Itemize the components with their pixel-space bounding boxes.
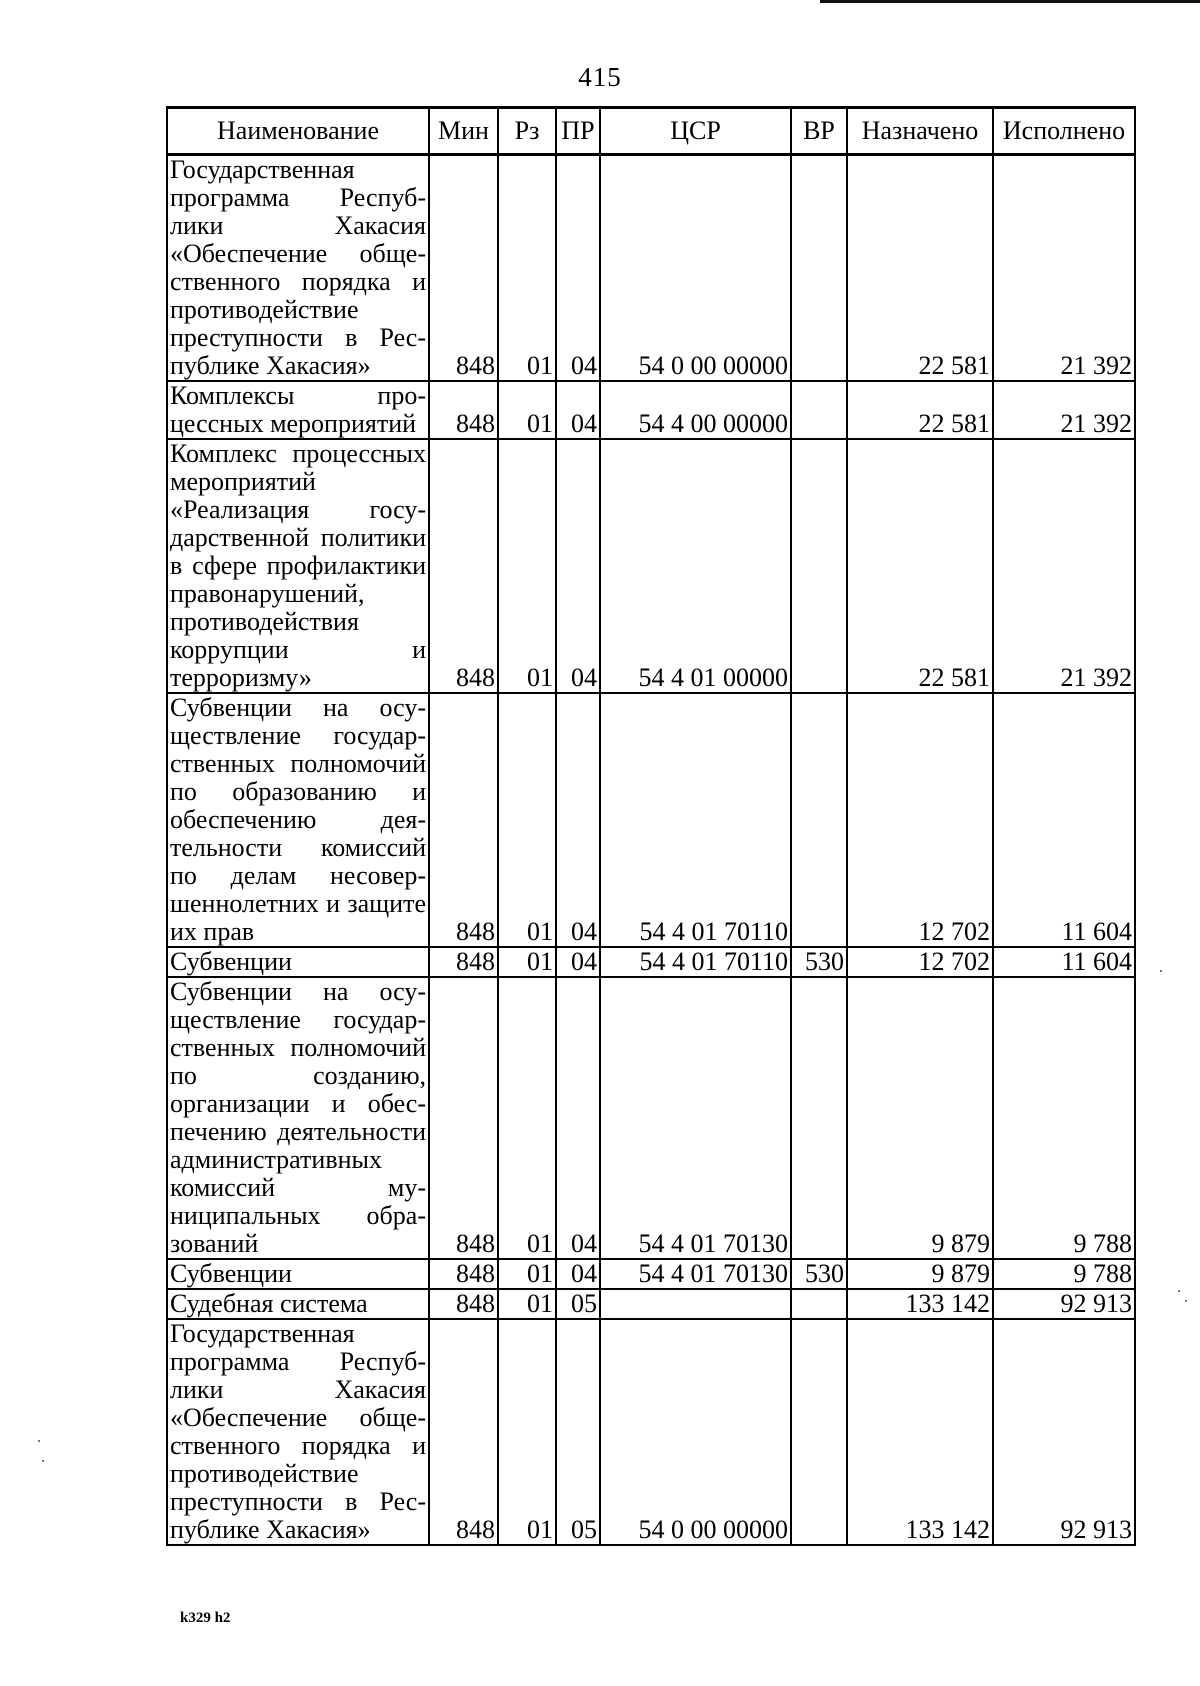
row-rz: 01 — [498, 155, 556, 382]
row-vr: 530 — [791, 947, 847, 977]
scan-speck — [1178, 1290, 1180, 1292]
row-name: Комплексы процессных мероприятий — [167, 381, 429, 439]
row-pr: 04 — [556, 1259, 600, 1289]
row-min: 848 — [429, 947, 498, 977]
row-rz: 01 — [498, 381, 556, 439]
row-csr: 54 4 01 70130 — [600, 977, 791, 1259]
row-ispolneno: 9 788 — [993, 977, 1135, 1259]
row-rz: 01 — [498, 977, 556, 1259]
row-min: 848 — [429, 1289, 498, 1319]
table-row — [167, 1319, 1135, 1545]
row-name: Государственная программа Республики Хакасия «Обеспечение общественного порядка и противодействие преступности в Республике Хакасия» — [167, 1319, 429, 1545]
row-ispolneno: 92 913 — [993, 1319, 1135, 1545]
row-vr — [791, 155, 847, 382]
row-pr: 04 — [556, 947, 600, 977]
row-naznacheno: 9 879 — [847, 1259, 993, 1289]
scan-speck — [1160, 970, 1162, 972]
row-pr: 04 — [556, 155, 600, 382]
row-naznacheno: 9 879 — [847, 977, 993, 1259]
table-row — [167, 947, 1135, 977]
row-rz: 01 — [498, 693, 556, 947]
row-naznacheno: 133 142 — [847, 1319, 993, 1545]
row-csr: 54 0 00 00000 — [600, 1319, 791, 1545]
row-pr: 04 — [556, 977, 600, 1259]
header-name: Наименование — [167, 108, 429, 155]
row-vr — [791, 977, 847, 1259]
row-rz: 01 — [498, 1259, 556, 1289]
header-rz: Рз — [498, 108, 556, 155]
row-name: Субвенции на осуществление государственных полномочий по образованию и обеспечению деятельности комиссий по делам несовершеннолетних и защите их прав — [167, 693, 429, 947]
row-pr: 04 — [556, 693, 600, 947]
header-pr: ПР — [556, 108, 600, 155]
table-row — [167, 381, 1135, 439]
row-min: 848 — [429, 439, 498, 693]
row-csr — [600, 1289, 791, 1319]
table-row — [167, 439, 1135, 693]
row-pr: 05 — [556, 1289, 600, 1319]
table-row — [167, 1259, 1135, 1289]
row-pr: 05 — [556, 1319, 600, 1545]
row-ispolneno: 92 913 — [993, 1289, 1135, 1319]
header-csr: ЦСР — [600, 108, 791, 155]
row-name: Судебная система — [167, 1289, 429, 1319]
row-pr: 04 — [556, 439, 600, 693]
row-naznacheno: 22 581 — [847, 381, 993, 439]
scan-speck — [42, 1460, 44, 1462]
row-vr — [791, 1319, 847, 1545]
header-naznacheno: Назначено — [847, 108, 993, 155]
row-min: 848 — [429, 977, 498, 1259]
row-ispolneno: 21 392 — [993, 439, 1135, 693]
row-rz: 01 — [498, 947, 556, 977]
table-header-row — [167, 108, 1135, 155]
page-number: 415 — [578, 62, 622, 92]
row-rz: 01 — [498, 1289, 556, 1319]
table-row — [167, 155, 1135, 382]
row-csr: 54 4 01 00000 — [600, 439, 791, 693]
row-name: Комплекс процессных мероприятий «Реализация государственной политики в сфере профилактики правонарушений, противодействия коррупции и терроризму» — [167, 439, 429, 693]
header-vr: ВР — [791, 108, 847, 155]
row-name: Субвенции — [167, 1259, 429, 1289]
row-ispolneno: 21 392 — [993, 381, 1135, 439]
row-min: 848 — [429, 155, 498, 382]
budget-table — [166, 106, 1136, 1546]
row-pr: 04 — [556, 381, 600, 439]
row-naznacheno: 12 702 — [847, 693, 993, 947]
row-naznacheno: 12 702 — [847, 947, 993, 977]
table-row — [167, 693, 1135, 947]
scan-edge — [820, 0, 1200, 3]
scan-speck — [1185, 1300, 1187, 1302]
header-ispolneno: Исполнено — [993, 108, 1135, 155]
table-row — [167, 977, 1135, 1259]
scan-speck — [38, 1440, 40, 1442]
row-min: 848 — [429, 1319, 498, 1545]
footer-code: k329 h2 — [180, 1610, 231, 1626]
row-min: 848 — [429, 693, 498, 947]
row-naznacheno: 133 142 — [847, 1289, 993, 1319]
row-name: Государственная программа Республики Хакасия «Обеспечение общественного порядка и противодействие преступности в Республике Хакасия» — [167, 155, 429, 382]
row-ispolneno: 21 392 — [993, 155, 1135, 382]
row-csr: 54 4 01 70130 — [600, 1259, 791, 1289]
row-csr: 54 0 00 00000 — [600, 155, 791, 382]
row-rz: 01 — [498, 439, 556, 693]
row-vr — [791, 381, 847, 439]
row-name: Субвенции — [167, 947, 429, 977]
row-csr: 54 4 00 00000 — [600, 381, 791, 439]
row-csr: 54 4 01 70110 — [600, 947, 791, 977]
row-vr — [791, 1289, 847, 1319]
row-rz: 01 — [498, 1319, 556, 1545]
row-csr: 54 4 01 70110 — [600, 693, 791, 947]
row-min: 848 — [429, 1259, 498, 1289]
row-ispolneno: 9 788 — [993, 1259, 1135, 1289]
row-vr: 530 — [791, 1259, 847, 1289]
row-min: 848 — [429, 381, 498, 439]
row-name: Субвенции на осуществление государственных полномочий по созданию, организации и обеспечению деятельности административных комиссий муниципальных образований — [167, 977, 429, 1259]
row-naznacheno: 22 581 — [847, 155, 993, 382]
row-vr — [791, 693, 847, 947]
row-ispolneno: 11 604 — [993, 947, 1135, 977]
row-ispolneno: 11 604 — [993, 693, 1135, 947]
table-row — [167, 1289, 1135, 1319]
row-naznacheno: 22 581 — [847, 439, 993, 693]
row-vr — [791, 439, 847, 693]
header-min: Мин — [429, 108, 498, 155]
